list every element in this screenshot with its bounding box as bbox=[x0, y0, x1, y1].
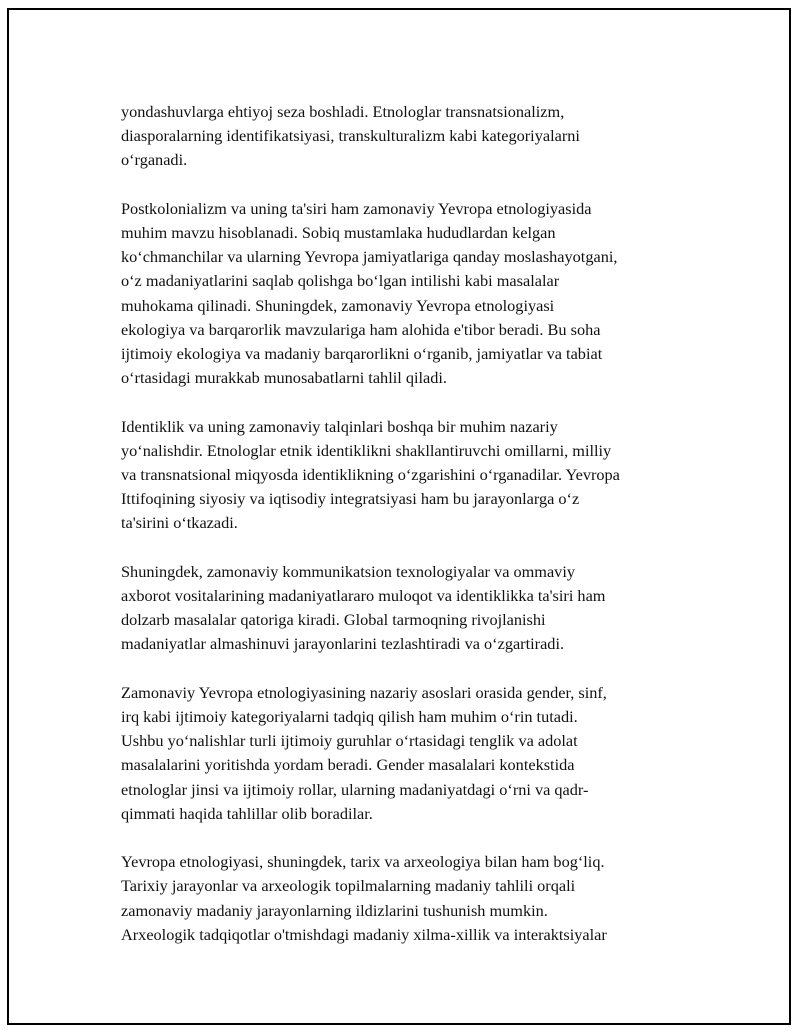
text-line: masalalarini yoritishda yordam beradi. Gender masalalari kontekstida bbox=[121, 755, 575, 775]
text-line: ekologiya va barqarorlik mavzulariga ham alohida e'tibor beradi. Bu soha bbox=[121, 319, 601, 339]
text-line: qimmati haqida tahlillar olib boradilar. bbox=[121, 803, 373, 823]
text-line: axborot vositalarining madaniyatlararo muloqot va identiklikka ta'siri ham bbox=[121, 586, 606, 606]
text-line: muhokama qilinadi. Shuningdek, zamonaviy Yevropa etnologiyasi bbox=[121, 295, 555, 315]
paragraph-2 bbox=[121, 197, 701, 391]
text-line: va transnatsional miqyosda identiklikning o‘zgarishini o‘rganadilar. Yevropa bbox=[121, 465, 620, 485]
text-line: Yevropa etnologiyasi, shuningdek, tarix va arxeologiya bilan ham bog‘liq. bbox=[121, 852, 605, 872]
paragraph-6 bbox=[121, 850, 701, 947]
paragraph-3 bbox=[121, 415, 701, 536]
text-line: Identiklik va uning zamonaviy talqinlari boshqa bir muhim nazariy bbox=[121, 416, 558, 436]
text-line: Ushbu yo‘nalishlar turli ijtimoiy guruhlar o‘rtasidagi tenglik va adolat bbox=[121, 731, 578, 751]
text-line: Zamonaviy Yevropa etnologiyasining nazariy asoslari orasida gender, sinf, bbox=[121, 682, 607, 702]
text-line: o‘rtasidagi murakkab munosabatlarni tahlil qiladi. bbox=[121, 368, 447, 388]
text-line: o‘rganadi. bbox=[121, 150, 188, 170]
text-line: dolzarb masalalar qatoriga kiradi. Global tarmoqning rivojlanishi bbox=[121, 610, 546, 630]
text-line: muhim mavzu hisoblanadi. Sobiq mustamlaka hududlardan kelgan bbox=[121, 223, 556, 242]
text-line: Tarixiy jarayonlar va arxeologik topilmalarning madaniy tahlili orqali bbox=[121, 876, 576, 896]
text-line: yo‘nalishdir. Etnologlar etnik identiklikni shakllantiruvchi omillarni, milliy bbox=[121, 440, 612, 460]
text-line: Postkolonializm va uning ta'siri ham zamonaviy Yevropa etnologiyasida bbox=[121, 198, 592, 218]
text-line: ko‘chmanchilar va ularning Yevropa jamiyatlariga qanday moslashayotgani, bbox=[121, 247, 618, 267]
text-line: Ittifoqining siyosiy va iqtisodiy integratsiyasi ham bu jarayonlarga o‘z bbox=[121, 489, 580, 509]
text-line: madaniyatlar almashinuvi jarayonlarini tezlashtiradi va o‘zgartiradi. bbox=[121, 634, 565, 654]
text-line: Shuningdek, zamonaviy kommunikatsion texnologiyalar va ommaviy bbox=[121, 561, 575, 581]
text-line: Arxeologik tadqiqotlar o'tmishdagi madaniy xilma-xillik va interaktsiyalar bbox=[121, 924, 607, 944]
text-line: ijtimoiy ekologiya va madaniy barqarorlikni o‘rganib, jamiyatlar va tabiat bbox=[121, 344, 603, 364]
paragraph-4 bbox=[121, 560, 701, 657]
paragraph-1 bbox=[121, 100, 701, 173]
page-border bbox=[7, 8, 791, 1025]
text-line: ta'sirini o‘tkazadi. bbox=[121, 513, 238, 533]
text-line: zamonaviy madaniy jarayonlarning ildizlarini tushunish mumkin. bbox=[121, 900, 548, 920]
document-body bbox=[121, 100, 701, 971]
text-line: yondashuvlarga ehtiyoj seza boshladi. Etnologlar transnatsionalizm, bbox=[121, 102, 565, 121]
text-line: irq kabi ijtimoiy kategoriyalarni tadqiq qilish ham muhim o‘rin tutadi. bbox=[121, 707, 578, 727]
text-line: diasporalarning identifikatsiyasi, transkulturalizm kabi kategoriyalarni bbox=[121, 126, 580, 146]
text-line: o‘z madaniyatlarini saqlab qolishga bo‘lgan intilishi kabi masalalar bbox=[121, 271, 560, 291]
text-line: etnologlar jinsi va ijtimoiy rollar, ularning madaniyatdagi o‘rni va qadr- bbox=[121, 779, 589, 799]
paragraph-5 bbox=[121, 681, 701, 826]
